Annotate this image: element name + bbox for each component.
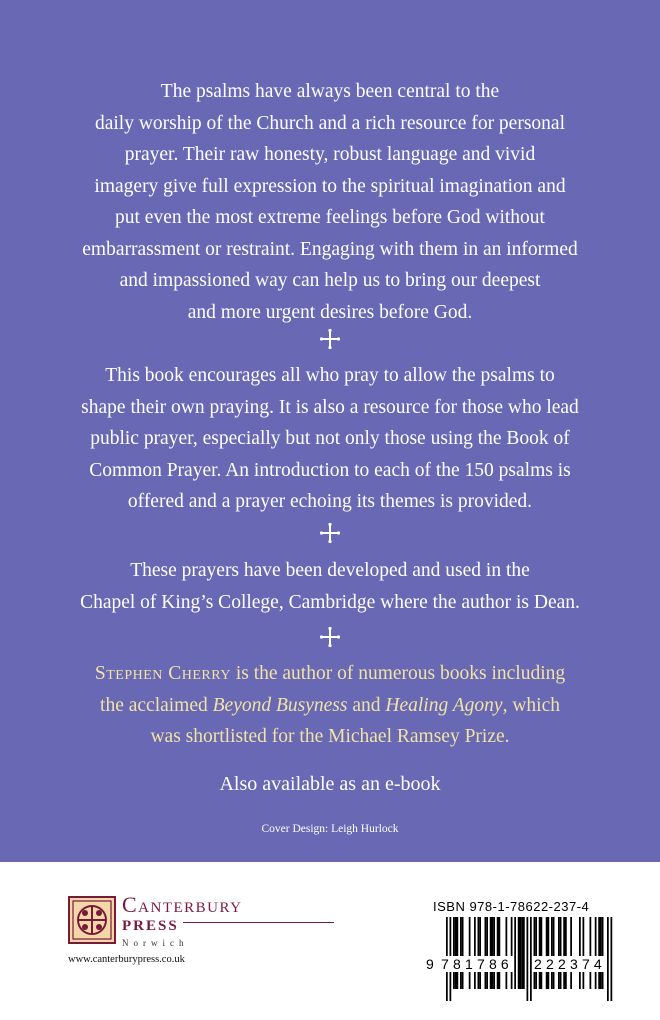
blurb-line: put even the most extreme feelings before God without — [115, 207, 545, 228]
back-cover-footer — [0, 862, 660, 1020]
barcode-bar — [602, 917, 604, 989]
barcode-bar — [598, 917, 600, 989]
ebook-note: Also available as an e-book — [219, 773, 441, 795]
barcode-bar — [486, 917, 488, 989]
author-bio-text: , which — [502, 694, 560, 716]
barcode-bar — [595, 917, 597, 989]
barcode-bar — [460, 917, 462, 989]
book-title: Beyond Busyness — [212, 694, 348, 716]
author-bio-text: and — [347, 694, 386, 716]
blurb-line: and impassioned way can help us to bring our deepest — [119, 270, 541, 291]
blurb-line: daily worship of the Church and a rich resource for personal — [94, 112, 565, 134]
barcode-bar — [558, 917, 560, 989]
barcode-bar — [527, 917, 529, 1001]
blurb-line: Chapel of King’s College, Cambridge where the author is Dean. — [80, 591, 580, 613]
barcode-bar — [579, 917, 581, 989]
blurb-line: embarrassment or restraint. Engaging with them in an informed — [82, 238, 578, 260]
barcode-digits-left: 781786 — [441, 956, 513, 972]
barcode-bar — [611, 917, 613, 1001]
blurb-paragraph-2 — [40, 360, 620, 518]
barcode-bar — [560, 917, 562, 989]
barcode-bar — [600, 917, 602, 989]
author-bio-line — [40, 658, 620, 690]
barcode-digit-first: 9 — [426, 956, 434, 972]
barcode-bar — [457, 917, 459, 989]
isbn-label: ISBN 978-1-78622-237-4 — [433, 899, 590, 914]
barcode-bar — [541, 917, 543, 989]
cross-ornament-icon — [318, 327, 342, 351]
barcode-bar — [523, 917, 525, 989]
author-bio-line: was shortlisted for the Michael Ramsey Prize. — [150, 726, 510, 747]
blurb-line: These prayers have been developed and used in the — [130, 560, 530, 581]
publisher-press: PRESS — [122, 918, 183, 935]
blurb-line: and more urgent desires before God. — [187, 301, 473, 323]
blurb-line: The psalms have always been central to the — [160, 81, 500, 102]
barcode-bar — [590, 917, 592, 989]
barcode-bar — [546, 917, 548, 989]
barcode-bar — [530, 917, 532, 1001]
barcode-bar — [462, 917, 464, 989]
blurb-paragraph-3 — [40, 555, 620, 618]
barcode-bar — [485, 917, 487, 989]
barcode-bar — [553, 917, 555, 989]
cross-ornament-icon — [318, 625, 342, 649]
publisher-url[interactable]: www.canterburypress.co.uk — [68, 954, 185, 965]
blurb-line: imagery give full expression to the spiritual imagination and — [94, 175, 566, 197]
blurb-line: shape their own praying. It is also a resource for those who lead — [81, 396, 579, 418]
publisher-name: Canterbury — [122, 892, 243, 917]
author-bio — [40, 658, 620, 753]
blurb-paragraph-1 — [40, 76, 620, 328]
barcode-bar — [453, 917, 455, 989]
barcode-bar — [535, 917, 537, 989]
barcode-bar — [479, 917, 481, 989]
barcode-bar — [514, 917, 516, 989]
barcode-bar — [474, 917, 476, 989]
cross-ornament-icon — [318, 521, 342, 545]
barcode-bar — [563, 917, 565, 989]
book-title: Healing Agony — [385, 694, 503, 716]
barcode-bar — [493, 917, 495, 989]
blurb-line: This book encourages all who pray to allow the psalms to — [105, 365, 555, 386]
barcode-bar — [521, 917, 523, 989]
barcode-bar — [583, 917, 585, 989]
barcode-bar — [518, 917, 520, 989]
barcode-bar — [570, 917, 572, 989]
barcode-bar — [478, 917, 480, 989]
blurb-line: offered and a prayer echoing its themes is provided. — [127, 491, 533, 512]
author-bio-text: is the author of numerous books including — [230, 663, 566, 684]
barcode-digits-right: 222374 — [534, 956, 606, 972]
barcode-bar — [455, 917, 457, 989]
barcode-bar — [539, 917, 541, 989]
author-name: Stephen Cherry — [94, 663, 231, 684]
publisher-city: Norwich — [122, 938, 189, 948]
barcode-bar — [497, 917, 499, 989]
barcode-bar — [520, 917, 522, 989]
blurb-line: public prayer, especially but not only those using the Book of — [90, 428, 570, 449]
cover-credit: Cover Design: Leigh Hurlock — [261, 823, 399, 835]
barcode-bar — [551, 917, 553, 989]
barcode-bar — [607, 917, 609, 1001]
canterbury-seal-icon — [68, 896, 116, 944]
author-bio-text: the acclaimed — [100, 694, 213, 716]
barcode-bar — [534, 917, 536, 989]
blurb-line: Common Prayer. An introduction to each of the 150 psalms is — [89, 459, 571, 481]
barcode-bar — [506, 917, 508, 989]
author-bio-line — [40, 690, 620, 722]
barcode-bar — [511, 917, 513, 989]
blurb-line: prayer. Their raw honesty, robust language and vivid — [124, 144, 536, 165]
barcode-bar — [565, 917, 567, 989]
barcode-bar — [469, 917, 471, 989]
barcode-bar — [499, 917, 501, 989]
barcode-bar — [548, 917, 550, 989]
barcode-bar — [492, 917, 494, 989]
barcode-bar — [490, 917, 492, 989]
